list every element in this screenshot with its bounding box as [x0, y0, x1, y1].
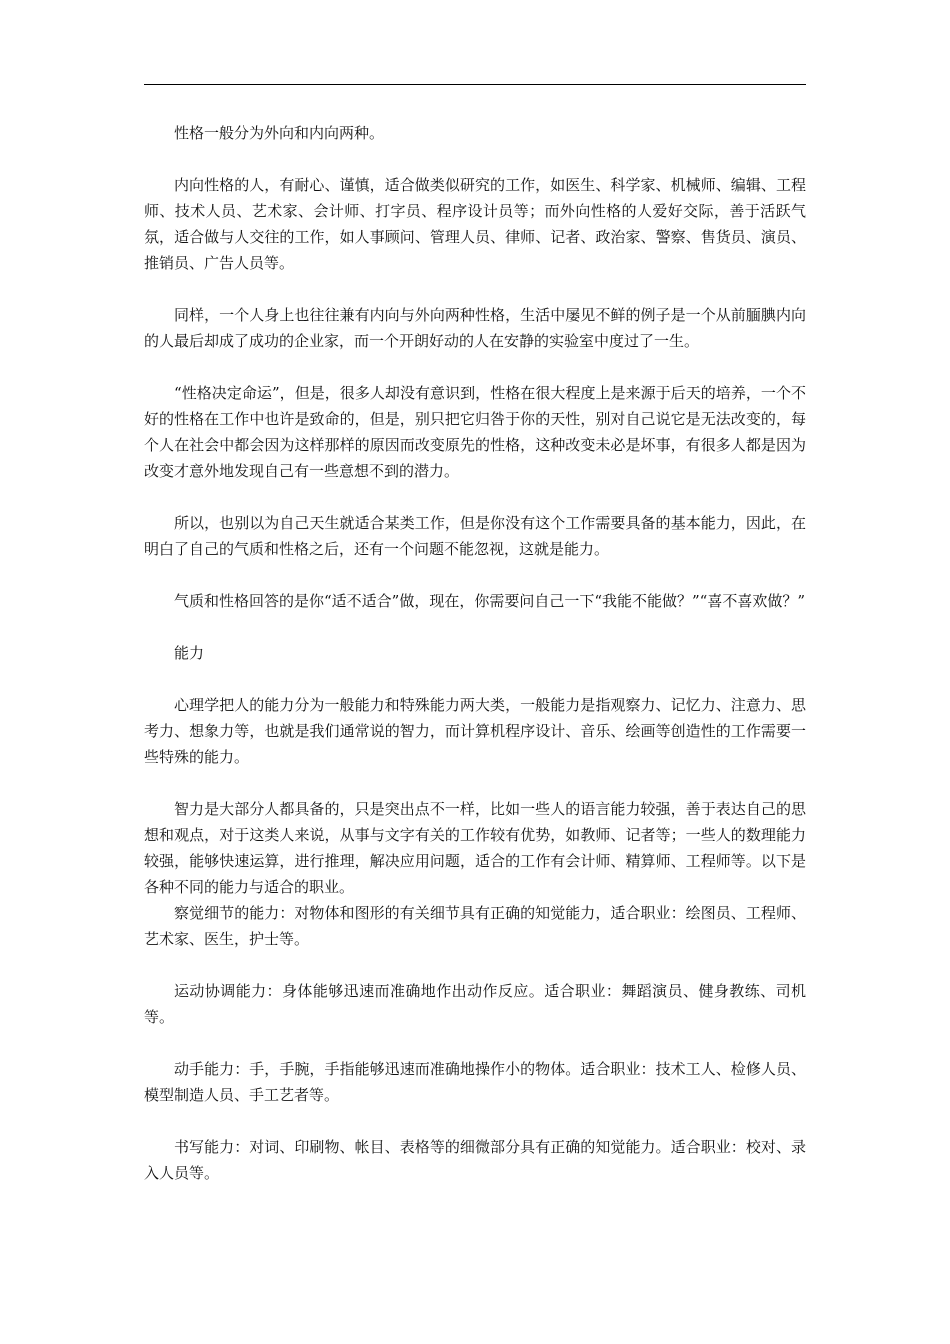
paragraph-personality-fate: “性格决定命运”，但是，很多人却没有意识到，性格在很大程度上是来源于后天的培养，一个不好的性格在工作中也许是致命的，但是，别只把它归咎于你的天性，别对自己说它是无法改变的，每个人在社会中都会因为这样那样的原因而改变原先的性格，这种改变未必是坏事，有很多人都是因为改变才意外地发现自己有一些意想不到的潜力。: [144, 384, 806, 480]
paragraph-personality-types: 性格一般分为外向和内向两种。: [174, 124, 385, 142]
paragraph-detail-ability: 察觉细节的能力：对物体和图形的有关细节具有正确的知觉能力，适合职业：绘图员、工程师、艺术家、医生，护士等。: [144, 904, 806, 948]
paragraph-ability-types: 心理学把人的能力分为一般能力和特殊能力两大类，一般能力是指观察力、记忆力、注意力、思考力、想象力等，也就是我们通常说的智力，而计算机程序设计、音乐、绘画等创造性的工作需要一些特殊的能力。: [144, 696, 806, 766]
paragraph-introvert-extrovert: 内向性格的人，有耐心、谨慎，适合做类似研究的工作，如医生、科学家、机械师、编辑、工程师、技术人员、艺术家、会计师、打字员、程序设计员等；而外向性格的人爱好交际，善于活跃气氛，适合做与人交往的工作，如人事顾问、管理人员、律师、记者、政治家、警察、售货员、演员、推销员、广告人员等。: [144, 176, 806, 272]
document-body: [144, 120, 806, 1186]
header-rule: [144, 84, 806, 85]
paragraph-mixed-personality: 同样，一个人身上也往往兼有内向与外向两种性格，生活中屡见不鲜的例子是一个从前腼腆内向的人最后却成了成功的企业家，而一个开朗好动的人在安静的实验室中度过了一生。: [144, 306, 806, 350]
paragraph-motor-coordination: 运动协调能力：身体能够迅速而准确地作出动作反应。适合职业：舞蹈演员、健身教练、司机等。: [144, 982, 806, 1026]
paragraph-ability-intro: 所以，也别以为自己天生就适合某类工作，但是你没有这个工作需要具备的基本能力，因此，在明白了自己的气质和性格之后，还有一个问题不能忽视，这就是能力。: [144, 514, 806, 558]
section-heading-ability: 能力: [174, 644, 205, 662]
paragraph-writing-ability: 书写能力：对词、印刷物、帐目、表格等的细微部分具有正确的知觉能力。适合职业：校对、录入人员等。: [144, 1138, 806, 1182]
paragraph-manual-ability: 动手能力：手，手腕，手指能够迅速而准确地操作小的物体。适合职业：技术工人、检修人员、模型制造人员、手工艺者等。: [144, 1060, 806, 1104]
document-page: [144, 0, 806, 1344]
paragraph-questions: 气质和性格回答的是你“适不适合”做，现在，你需要问自己一下“我能不能做？”“喜不喜欢做？”: [174, 592, 806, 610]
paragraph-intelligence: 智力是大部分人都具备的，只是突出点不一样，比如一些人的语言能力较强，善于表达自己的思想和观点，对于这类人来说，从事与文字有关的工作较有优势，如教师、记者等；一些人的数理能力较强，能够快速运算，进行推理，解决应用问题，适合的工作有会计师、精算师、工程师等。以下是各种不同的能力与适合的职业。: [144, 800, 806, 896]
